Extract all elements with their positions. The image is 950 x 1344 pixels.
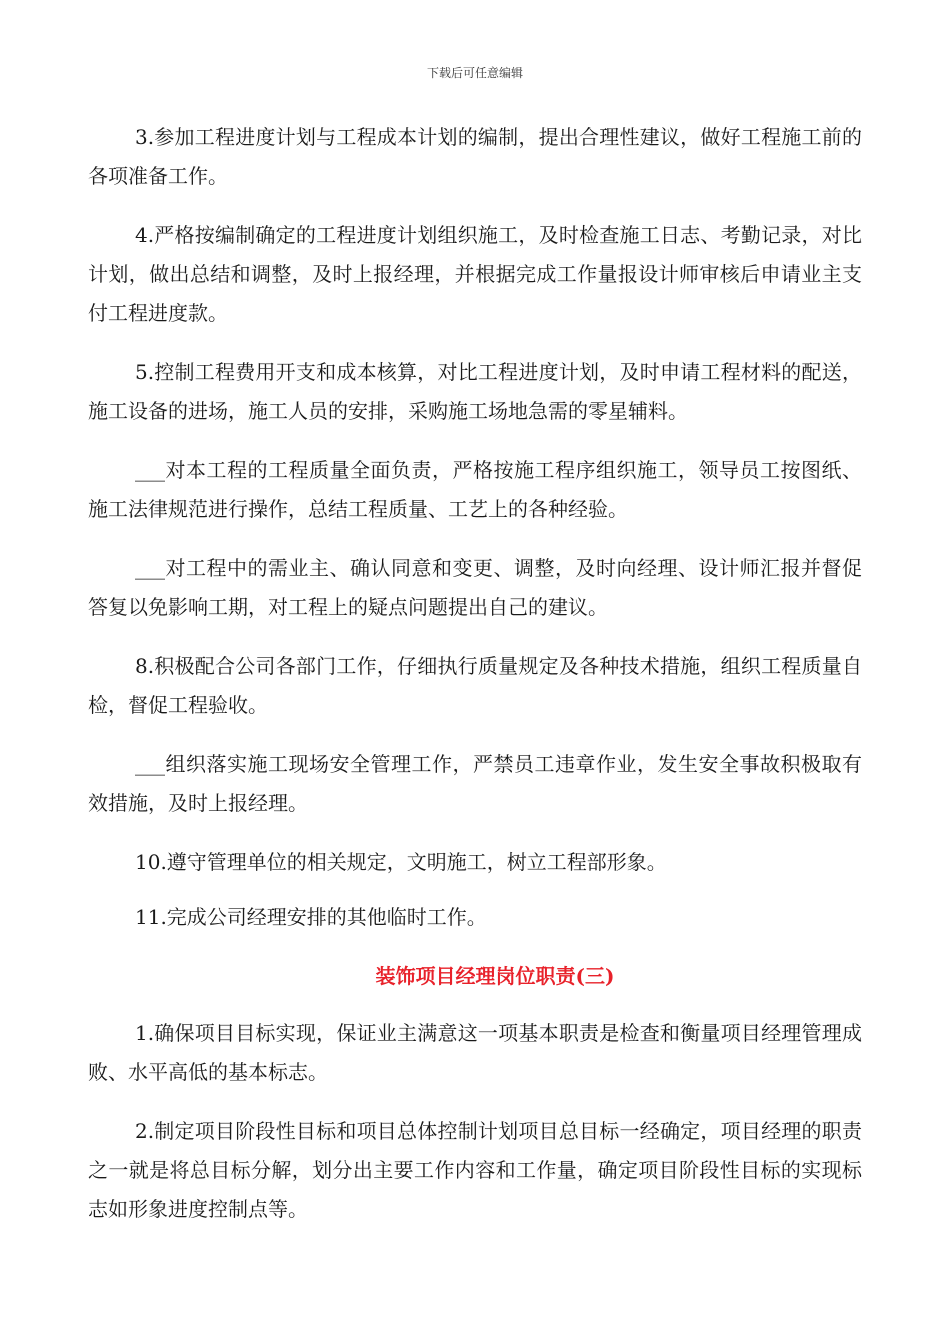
paragraph-6: ___对本工程的工程质量全面负责，严格按施工程序组织施工，领导员工按图纸、施工法律规范进行操作，总结工程质量、工艺上的各种经验。	[88, 458, 862, 521]
paragraph-10: 10.遵守管理单位的相关规定，文明施工，树立工程部形象。	[135, 850, 667, 874]
paragraph-8: 8.积极配合公司各部门工作，仔细执行质量规定及各种技术措施，组织工程质量自检，督促工程验收。	[88, 654, 862, 717]
paragraph-3: 3.参加工程进度计划与工程成本计划的编制，提出合理性建议，做好工程施工前的各项准备工作。	[88, 125, 862, 188]
document-body	[88, 118, 862, 1249]
paragraph-11: 11.完成公司经理安排的其他临时工作。	[135, 905, 487, 929]
header-note: 下载后可任意编辑	[426, 66, 523, 80]
paragraph-5: 5.控制工程费用开支和成本核算，对比工程进度计划，及时申请工程材料的配送，施工设备的进场，施工人员的安排，采购施工场地急需的零星辅料。	[88, 360, 862, 423]
paragraph-7: ___对工程中的需业主、确认同意和变更、调整，及时向经理、设计师汇报并督促答复以免影响工期，对工程上的疑点问题提出自己的建议。	[88, 556, 862, 619]
paragraph-4: 4.严格按编制确定的工程进度计划组织施工，及时检查施工日志、考勤记录，对比计划，做出总结和调整，及时上报经理，并根据完成工作量报设计师审核后申请业主支付工程进度款。	[88, 223, 862, 325]
paragraph-9: ___组织落实施工现场安全管理工作，严禁员工违章作业，发生安全事故积极取有效措施，及时上报经理。	[88, 752, 862, 815]
paragraph-section-2: 2.制定项目阶段性目标和项目总体控制计划项目总目标一经确定，项目经理的职责之一就是将总目标分解，划分出主要工作内容和工作量，确定项目阶段性目标的实现标志如形象进度控制点等。	[88, 1119, 862, 1221]
section-title: 装饰项目经理岗位职责(三)	[375, 964, 615, 988]
paragraph-section-1: 1.确保项目目标实现，保证业主满意这一项基本职责是检查和衡量项目经理管理成败、水平高低的基本标志。	[88, 1021, 862, 1084]
